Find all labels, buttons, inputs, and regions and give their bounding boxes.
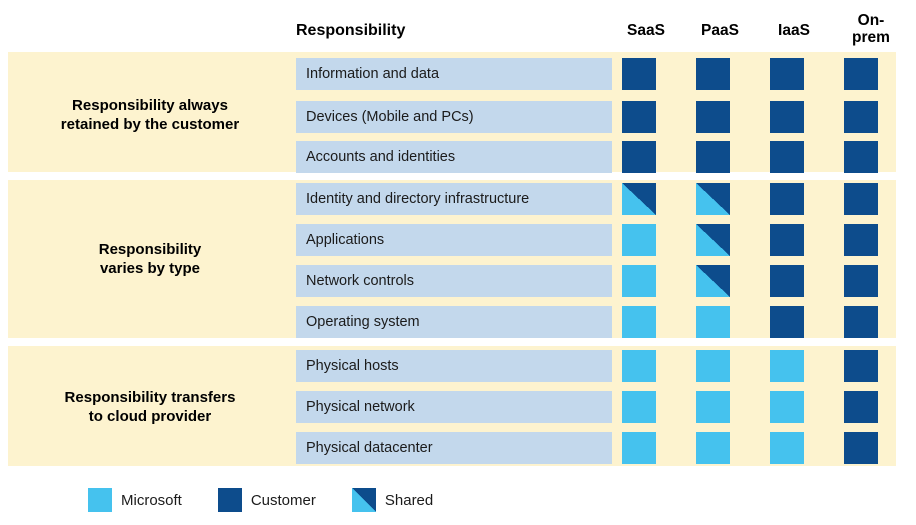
legend-swatch-microsoft-icon	[88, 488, 112, 512]
row-label: Network controls	[306, 273, 414, 289]
group-label-varies-by-type	[14, 240, 286, 278]
group-label-line1: Responsibility	[98, 241, 202, 258]
legend-label-customer: Customer	[250, 491, 316, 509]
table-row	[296, 391, 612, 423]
row-label: Physical network	[306, 399, 415, 415]
cell-paas	[696, 58, 730, 90]
legend-item-customer	[218, 488, 316, 512]
row-label: Physical datacenter	[306, 440, 433, 456]
column-header-iaas: IaaS	[778, 22, 810, 39]
legend	[88, 488, 459, 512]
cell-iaas	[770, 141, 804, 173]
group-label-line1: Responsibility transfers	[64, 389, 236, 406]
cell-paas	[696, 265, 730, 297]
cell-onprem	[844, 58, 878, 90]
legend-swatch-shared-icon	[352, 488, 376, 512]
legend-label-microsoft: Microsoft	[121, 491, 182, 509]
cell-saas	[622, 265, 656, 297]
legend-item-microsoft	[88, 488, 182, 512]
cell-onprem	[844, 224, 878, 256]
cell-iaas	[770, 224, 804, 256]
cell-saas	[622, 183, 656, 215]
legend-swatch-customer-icon	[218, 488, 242, 512]
row-label: Applications	[306, 232, 385, 248]
group-label-transfers-to-provider	[14, 388, 286, 426]
cell-paas	[696, 101, 730, 133]
cell-iaas	[770, 183, 804, 215]
legend-label-shared: Shared	[384, 491, 434, 509]
cell-saas	[622, 224, 656, 256]
column-header-saas: SaaS	[627, 22, 665, 39]
cell-paas	[696, 224, 730, 256]
cell-paas	[696, 391, 730, 423]
cell-saas	[622, 350, 656, 382]
cell-onprem	[844, 391, 878, 423]
cell-paas	[696, 350, 730, 382]
table-row	[296, 183, 612, 215]
column-header-responsibility: Responsibility	[296, 22, 406, 39]
row-label: Operating system	[306, 314, 420, 330]
table-row	[296, 58, 612, 90]
cell-iaas	[770, 265, 804, 297]
legend-item-shared	[352, 488, 433, 512]
cell-onprem	[844, 306, 878, 338]
table-row	[296, 265, 612, 297]
table-row	[296, 101, 612, 133]
cell-paas	[696, 432, 730, 464]
table-row	[296, 432, 612, 464]
cell-iaas	[770, 391, 804, 423]
cell-iaas	[770, 432, 804, 464]
column-header-paas: PaaS	[701, 22, 739, 39]
cell-iaas	[770, 306, 804, 338]
cell-onprem	[844, 265, 878, 297]
cell-paas	[696, 306, 730, 338]
group-label-retained-by-customer	[14, 96, 286, 134]
row-label: Devices (Mobile and PCs)	[306, 109, 474, 125]
group-label-line2: retained by the customer	[60, 116, 240, 133]
table-row	[296, 141, 612, 173]
cell-iaas	[770, 350, 804, 382]
cell-saas	[622, 391, 656, 423]
table-row	[296, 306, 612, 338]
row-label: Accounts and identities	[306, 149, 456, 165]
cell-onprem	[844, 350, 878, 382]
row-label: Physical hosts	[306, 358, 399, 374]
table-row	[296, 224, 612, 256]
cell-paas	[696, 141, 730, 173]
cell-paas	[696, 183, 730, 215]
column-header-onprem: On- prem	[852, 12, 890, 46]
row-label: Identity and directory infrastructure	[306, 191, 530, 207]
cell-iaas	[770, 101, 804, 133]
cell-saas	[622, 432, 656, 464]
group-label-line2: varies by type	[99, 260, 201, 277]
cell-saas	[622, 141, 656, 173]
cell-onprem	[844, 432, 878, 464]
cell-saas	[622, 306, 656, 338]
cell-onprem	[844, 141, 878, 173]
group-label-line1: Responsibility always	[72, 97, 228, 114]
cell-onprem	[844, 183, 878, 215]
cell-iaas	[770, 58, 804, 90]
cell-saas	[622, 58, 656, 90]
table-row	[296, 350, 612, 382]
group-label-line2: to cloud provider	[88, 408, 212, 425]
row-label: Information and data	[306, 66, 440, 82]
cell-saas	[622, 101, 656, 133]
cell-onprem	[844, 101, 878, 133]
